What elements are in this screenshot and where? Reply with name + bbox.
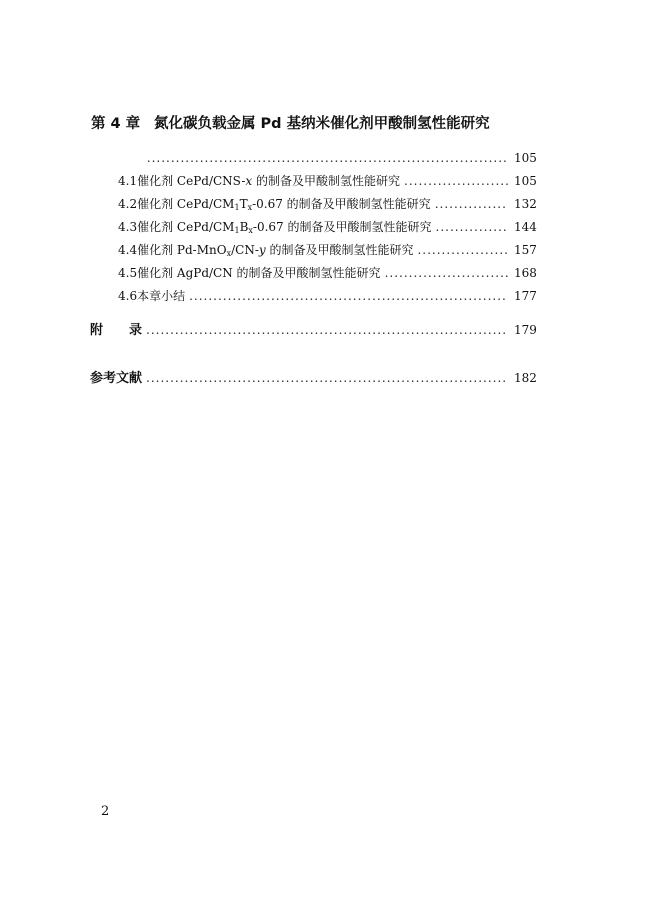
leader-dots <box>385 265 508 281</box>
section-title: 催化剂 CePd/$CM_1T_x-0.67$ 的制备及甲酸制氢性能研究 <box>137 197 431 212</box>
leader-dots <box>417 242 508 258</box>
section-page: 105 <box>514 174 537 188</box>
section-page: 144 <box>514 220 537 234</box>
leader-dots <box>146 322 508 338</box>
section-page: 157 <box>514 243 537 257</box>
chapter-title: 氮化碳负载金属 Pd 基纳米催化剂甲酸制氢性能研究 <box>154 116 490 132</box>
appendix-label: 附 录 <box>90 323 143 338</box>
leader-dots <box>404 173 508 189</box>
section-title: 催化剂 AgPd/CN 的制备及甲酸制氢性能研究 <box>137 266 381 280</box>
leader-dots <box>435 196 508 212</box>
toc-entry[interactable] <box>0 219 649 239</box>
section-number: 4.3 <box>118 220 138 234</box>
chapter-page: 105 <box>514 151 537 165</box>
section-title: 催化剂 CePd/CNS-x 的制备及甲酸制氢性能研究 <box>137 174 400 188</box>
section-page: 177 <box>514 289 537 303</box>
leader-dots <box>436 219 509 235</box>
section-number: 4.4 <box>118 243 138 257</box>
leader-dots <box>147 150 508 166</box>
appendix-page: 179 <box>514 323 537 337</box>
leader-dots <box>146 370 508 386</box>
toc-entry[interactable] <box>0 288 649 304</box>
section-number: 4.5 <box>118 266 138 280</box>
section-title: 本章小结 <box>137 289 186 303</box>
chapter-heading <box>91 112 490 133</box>
chapter-number: 第 4 章 <box>91 116 141 132</box>
toc-entry[interactable] <box>0 196 649 216</box>
toc-entry[interactable] <box>0 242 649 262</box>
leader-dots <box>189 288 508 304</box>
references-page: 182 <box>514 371 537 385</box>
toc-entry-appendix[interactable] <box>0 322 649 339</box>
chapter-page-row <box>0 150 649 166</box>
references-label: 参考文献 <box>90 371 143 386</box>
page-number: 2 <box>101 804 110 819</box>
section-number: 4.1 <box>118 174 138 188</box>
toc-entry[interactable] <box>0 265 649 281</box>
section-number: 4.2 <box>118 197 138 211</box>
section-title: 催化剂 Pd-MnO$_x$/CN-y 的制备及甲酸制氢性能研究 <box>137 243 414 258</box>
toc-entry[interactable] <box>0 173 649 189</box>
section-page: 132 <box>514 197 537 211</box>
section-number: 4.6 <box>118 289 138 303</box>
toc-entry-references[interactable] <box>0 370 649 387</box>
section-page: 168 <box>514 266 537 280</box>
section-title: 催化剂 CePd/$CM_1B_x-0.67$ 的制备及甲酸制氢性能研究 <box>137 220 432 235</box>
